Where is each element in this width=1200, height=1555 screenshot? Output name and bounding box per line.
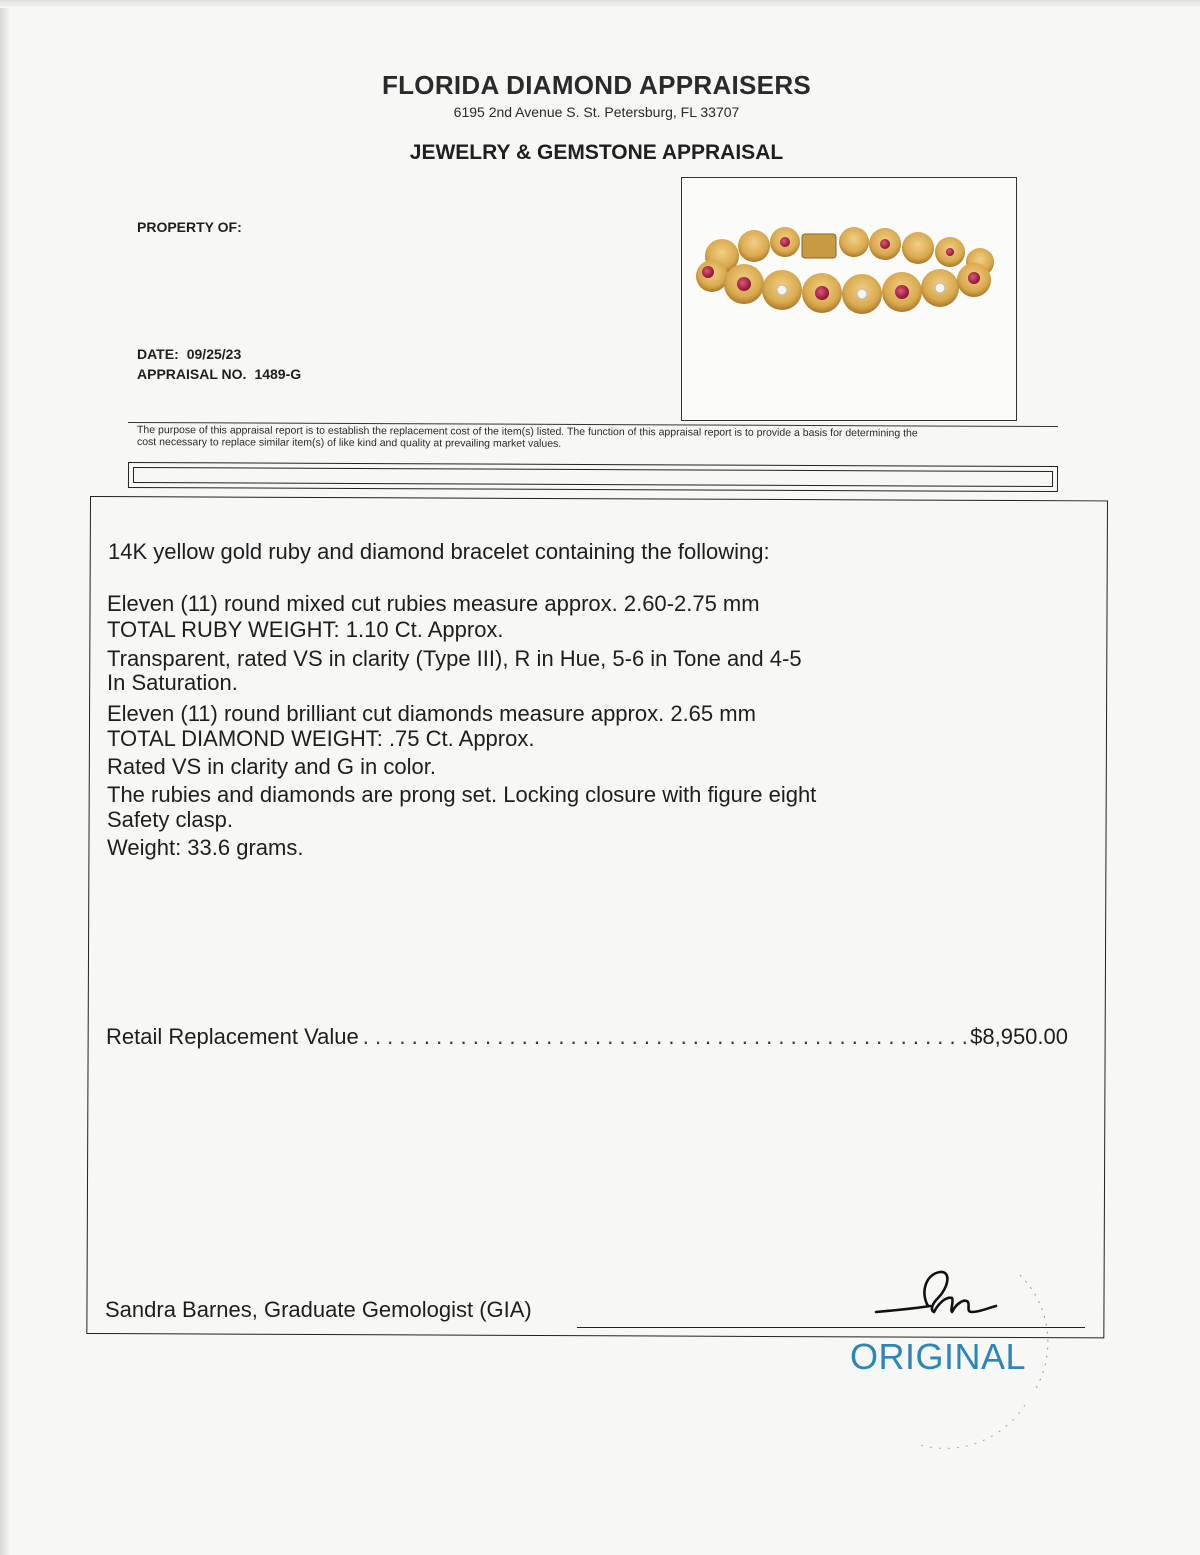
scan-edge-left bbox=[0, 0, 10, 1555]
property-of-label: PROPERTY OF: bbox=[137, 219, 242, 235]
description-line: Transparent, rated VS in clarity (Type III), R in Hue, 5-6 in Tone and 4-5 bbox=[107, 646, 802, 671]
separator-bar-inner bbox=[133, 467, 1053, 487]
original-stamp: ORIGINAL bbox=[850, 1336, 1027, 1377]
purpose-line-2: cost necessary to replace similar item(s) of like kind and quality at prevailing market values. bbox=[136, 436, 562, 450]
item-heading: 14K yellow gold ruby and diamond bracelet containing the following: bbox=[108, 539, 770, 564]
retail-value-label: Retail Replacement Value bbox=[106, 1024, 359, 1049]
retail-value-amount: $8,950.00 bbox=[970, 1024, 1068, 1049]
retail-value-row bbox=[106, 1024, 1068, 1050]
bracelet-photo bbox=[682, 178, 1016, 420]
description-line: Safety clasp. bbox=[107, 807, 233, 832]
dot-leader bbox=[359, 1024, 970, 1050]
scan-edge-top bbox=[0, 0, 1200, 8]
description-line: Rated VS in clarity and G in color. bbox=[107, 754, 436, 779]
signer-name: Sandra Barnes, Graduate Gemologist (GIA) bbox=[105, 1297, 532, 1322]
description-line: The rubies and diamonds are prong set. Locking closure with figure eight bbox=[107, 782, 817, 807]
description-line: Weight: 33.6 grams. bbox=[107, 835, 304, 860]
company-name: FLORIDA DIAMOND APPRAISERS bbox=[381, 70, 812, 100]
item-photo-frame bbox=[681, 177, 1017, 421]
description-line: Eleven (11) round mixed cut rubies measure approx. 2.60-2.75 mm bbox=[107, 591, 760, 616]
description-line: TOTAL RUBY WEIGHT: 1.10 Ct. Approx. bbox=[107, 617, 504, 642]
date-row bbox=[137, 346, 241, 362]
separator-bar bbox=[128, 462, 1058, 492]
purpose-statement bbox=[137, 424, 1052, 452]
description-line: TOTAL DIAMOND WEIGHT: .75 Ct. Approx. bbox=[107, 726, 535, 751]
date-label: DATE: bbox=[137, 346, 179, 362]
document-title: JEWELRY & GEMSTONE APPRAISAL bbox=[409, 141, 784, 164]
purpose-line-1: The purpose of this appraisal report is to establish the replacement cost of the item(s) listed. The function of this appraisal report is to provide a basis for determining the bbox=[137, 424, 918, 440]
appraisal-number-row bbox=[137, 366, 301, 382]
description-line: Eleven (11) round brilliant cut diamonds measure approx. 2.65 mm bbox=[107, 701, 756, 726]
bracelet-front-links bbox=[696, 260, 991, 314]
description-line: In Saturation. bbox=[107, 670, 238, 695]
appraisal-number-value: 1489-G bbox=[254, 366, 302, 382]
appraisal-number-label: APPRAISAL NO. bbox=[137, 366, 247, 382]
company-address: 6195 2nd Avenue S. St. Petersburg, FL 33707 bbox=[453, 104, 740, 120]
date-value: 09/25/23 bbox=[186, 346, 242, 362]
